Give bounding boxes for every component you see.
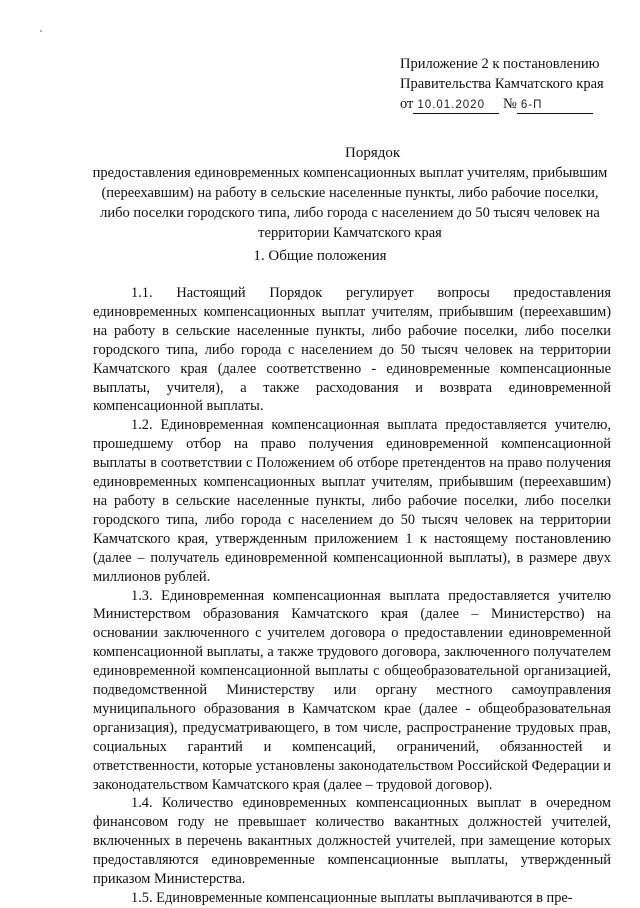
appendix-line-1: Приложение 2 к постановлению [400,56,600,72]
paragraph-1-2: 1.2. Единовременная компенсационная выплата предоставляется учителю, прошедшему отбор на право получения единовременной компенсационной выплаты в соответствии с Положением об отборе претендентов на право получения единовременных компенсационных выплат учителям, прибывшим (переехавшим) на работу в сельские населенные пункты, либо рабочие поселки, либо поселки городского типа, либо города с населением до 50 тысяч человек на территории Камчатского края, утвержденным приложением 1 к настоящему постановлению (далее – получатель единовременной компенсационной выплаты), в размере двух миллионов рублей. [93,417,611,585]
document-subtitle: предоставления единовременных компенсационных выплат учителям, прибывшим (переехавшим) на работу в сельские населенные пункты, либо рабочие поселки, либо поселки городского типа, либо города с населением до 50 тысяч человек на территории Камчатского края [92,165,608,241]
paragraph-1-3: 1.3. Единовременная компенсационная выплата предоставляется учителю Министерством образования Камчатского края (далее – Министерство) на основании заключенного с учителем договора о предоставлении единовременной компенсационной выплаты, а также трудового договора, заключенного получателем единовременной компенсационной выплаты с общеобразовательной организацией, подведомственной Министерству или органу местного самоуправления муниципального образования в Камчатском крае (далее - общеобразовательная организация), предусматривающего, в том числе, распространение трудовых прав, социальных гарантий и компенсаций, ограничений, обязанностей и ответственности, которые установлены законодательством Российской Федерации и законодательством Камчатского края (далее – трудовой договор). [93,587,611,793]
paragraph-1-4: 1.4. Количество единовременных компенсационных выплат в очередном финансовом году не превышает количество вакантных должностей учителей, включенных в перечень вакантных должностей учителей, при замещение которых предоставляются единовременные компенсационные выплаты, утвержденный приказом Министерства. [93,795,611,888]
decree-number: 6-П [517,98,593,114]
appendix-line-2: Правительства Камчатского края [400,76,604,92]
appendix-block [400,54,630,114]
appendix-date-line [400,94,630,114]
number-prefix: № [503,96,517,112]
decree-date: 10.01.2020 [413,98,499,114]
document-title: Порядок [345,145,401,161]
document-body [93,284,611,908]
from-prefix: от [400,96,414,112]
paragraph-1-5: 1.5. Единовременные компенсационные выплаты выплачиваются в пре- [131,890,573,906]
paragraph-1-1: 1.1. Настоящий Порядок регулирует вопросы предоставления единовременных компенсационных выплат учителям, прибывшим (переехавшим) на работу в сельские населенные пункты, либо рабочие поселки, либо поселки городского типа, либо города с населением до 50 тысяч человек на территории Камчатского края (далее соответственно - единовременные компенсационные выплаты, учителя), а также расходования и возврата единовременной компенсационной выплаты. [93,285,611,415]
scan-speck [40,30,42,32]
section-heading: 1. Общие положения [253,248,387,264]
